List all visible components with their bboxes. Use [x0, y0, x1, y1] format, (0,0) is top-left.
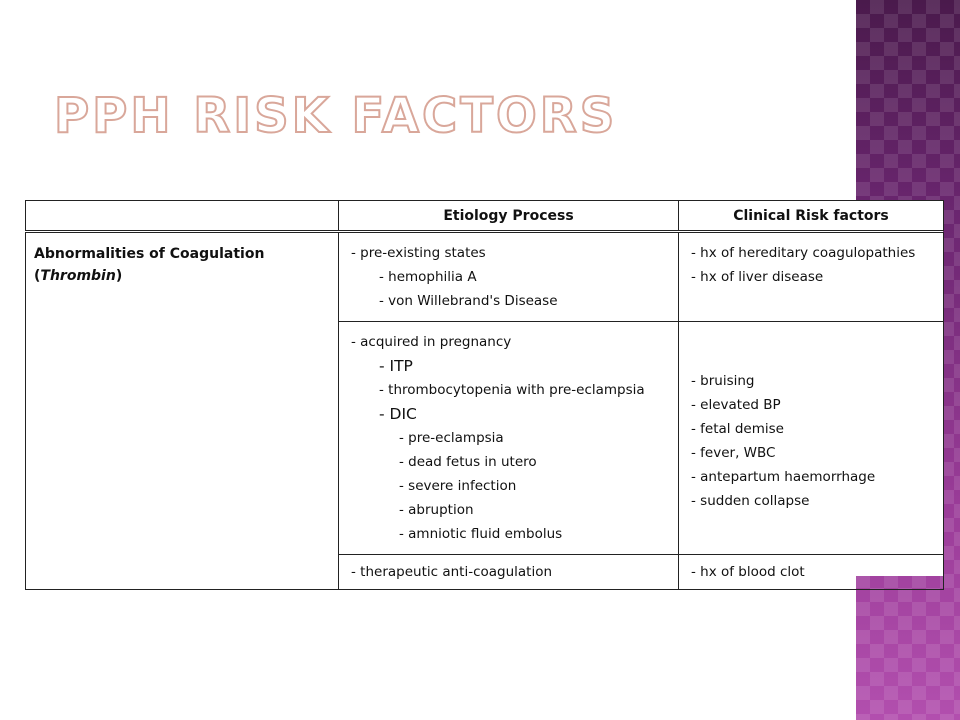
list-item: - sudden collapse: [691, 493, 810, 509]
list-item: - abruption: [399, 502, 474, 518]
list-item: - bruising: [691, 373, 755, 389]
list-item: - hemophilia A: [379, 269, 477, 285]
list-item: - hx of hereditary coagulopathies: [691, 245, 916, 261]
list-item: - elevated BP: [691, 397, 781, 413]
risk-cell-1: [679, 232, 944, 322]
list-item: - thrombocytopenia with pre-eclampsia: [379, 382, 645, 398]
list-item: - severe infection: [399, 478, 517, 494]
etiology-cell-3: [339, 555, 679, 590]
list-item: - acquired in pregnancy: [351, 334, 512, 350]
list-item: - fetal demise: [691, 421, 784, 437]
list-item: - DIC: [379, 405, 417, 423]
header-etiology: Etiology Process: [339, 201, 679, 232]
risk-cell-3: [679, 555, 944, 590]
list-item: - pre-eclampsia: [399, 430, 504, 446]
list-item: - fever, WBC: [691, 445, 776, 461]
list-item: - hx of blood clot: [691, 564, 805, 580]
header-risk: Clinical Risk factors: [679, 201, 944, 232]
list-item: - von Willebrand's Disease: [379, 293, 558, 309]
risk-cell-2: [679, 322, 944, 555]
list-item: - amniotic fluid embolus: [399, 526, 563, 542]
header-category: [26, 201, 339, 232]
etiology-cell-1: [339, 232, 679, 322]
table-row: [26, 232, 944, 322]
list-item: - therapeutic anti-coagulation: [351, 564, 553, 580]
etiology-cell-2: [339, 322, 679, 555]
category-open-paren: (: [34, 268, 41, 284]
list-item: - dead fetus in utero: [399, 454, 537, 470]
category-cell: [26, 232, 339, 590]
category-name: Abnormalities of Coagulation: [34, 246, 265, 262]
list-item: - ITP: [379, 357, 413, 375]
table-header-row: [26, 201, 944, 232]
list-item: - pre-existing states: [351, 245, 486, 261]
list-item: - hx of liver disease: [691, 269, 824, 285]
category-sub-line: [34, 265, 330, 287]
slide-title: PPH RISK FACTORS: [54, 88, 618, 144]
category-close-paren: ): [115, 268, 123, 284]
risk-factors-table: [25, 200, 944, 590]
risk-factors-table-wrap: [25, 200, 943, 580]
category-sub: Thrombin: [40, 268, 116, 284]
list-item: - antepartum haemorrhage: [691, 469, 876, 485]
